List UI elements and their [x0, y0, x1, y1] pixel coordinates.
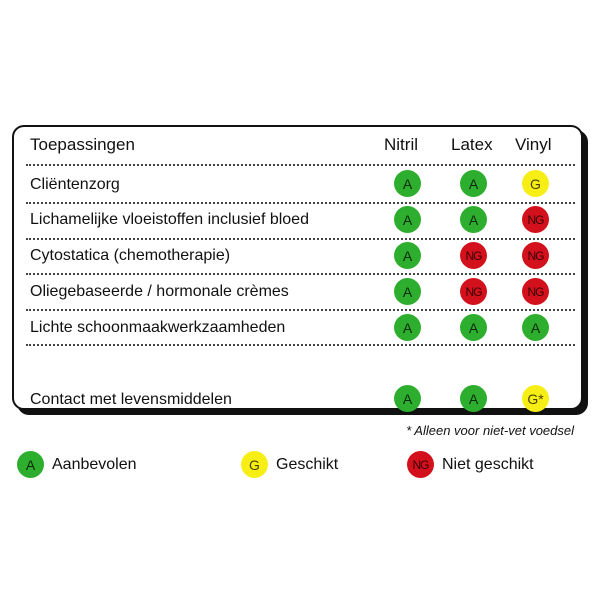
rating-badge: A — [394, 242, 421, 269]
legend-item-recommended — [17, 451, 137, 478]
rating-badge: A — [394, 170, 421, 197]
separator — [26, 344, 575, 346]
rating-badge: A — [460, 385, 487, 412]
rating-badge: NG — [522, 278, 549, 305]
column-header-applications: Toepassingen — [30, 135, 135, 154]
row-label-body-fluids: Lichamelijke vloeistoffen inclusief bloed — [30, 211, 309, 228]
separator — [26, 309, 575, 311]
rating-badge: NG — [522, 242, 549, 269]
column-header-vinyl: Vinyl — [515, 135, 552, 154]
legend-item-not-suitable — [407, 451, 534, 478]
rating-badge: A — [394, 314, 421, 341]
legend-badge: NG — [407, 451, 434, 478]
legend-item-suitable — [241, 451, 338, 478]
rating-badge: A — [394, 206, 421, 233]
separator — [26, 238, 575, 240]
row-label-creams: Oliegebaseerde / hormonale crèmes — [30, 283, 289, 300]
row-label-clientenzorg: Cliëntenzorg — [30, 176, 120, 193]
rating-badge: NG — [460, 278, 487, 305]
legend-label: Niet geschikt — [442, 455, 534, 473]
suitability-table — [12, 125, 583, 410]
rating-badge: A — [460, 170, 487, 197]
rating-badge: A — [460, 314, 487, 341]
separator — [26, 273, 575, 275]
legend-label: Geschikt — [276, 455, 339, 473]
rating-badge: A — [460, 206, 487, 233]
rating-badge: G* — [522, 385, 549, 412]
rating-badge: A — [394, 385, 421, 412]
column-header-latex: Latex — [451, 135, 493, 154]
separator — [26, 202, 575, 204]
rating-badge: A — [394, 278, 421, 305]
separator — [26, 164, 575, 166]
rating-badge: NG — [522, 206, 549, 233]
row-label-cleaning: Lichte schoonmaakwerkzaamheden — [30, 319, 286, 336]
legend-badge: A — [17, 451, 44, 478]
row-label-food-contact: Contact met levensmiddelen — [30, 391, 232, 408]
legend-label: Aanbevolen — [52, 455, 137, 473]
legend-badge: G — [241, 451, 268, 478]
rating-badge: A — [522, 314, 549, 341]
footnote: * Alleen voor niet-vet voedsel — [406, 423, 574, 438]
column-header-nitril: Nitril — [384, 135, 418, 154]
rating-badge: NG — [460, 242, 487, 269]
row-label-cytostatica: Cytostatica (chemotherapie) — [30, 247, 231, 264]
rating-badge: G — [522, 170, 549, 197]
